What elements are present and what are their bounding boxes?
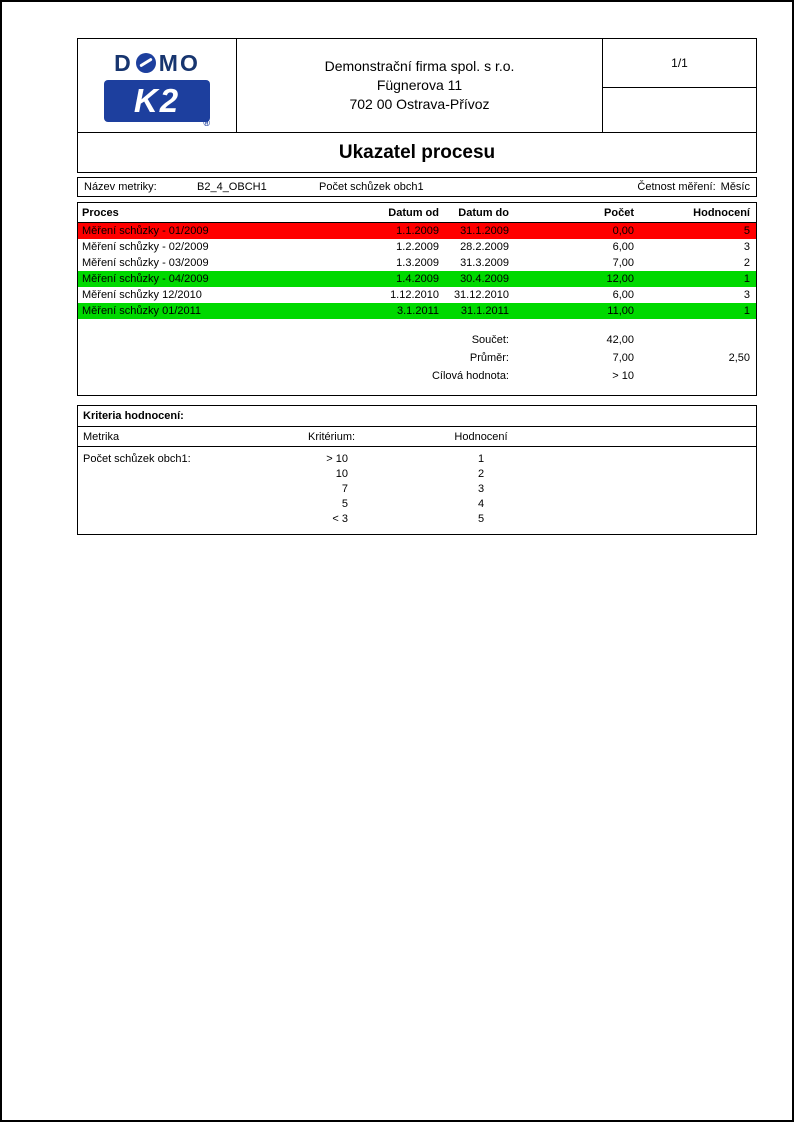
metric-code: B2_4_OBCH1 xyxy=(197,181,267,193)
report xyxy=(77,38,757,535)
company-street: Fügnerova 11 xyxy=(376,77,463,93)
frequency-label: Četnost měření: xyxy=(637,181,716,193)
criteria-kriterium-cell: 10 xyxy=(335,467,348,480)
demo-logo xyxy=(114,50,200,77)
hodnoceni-cell: 3 xyxy=(743,289,750,301)
datum-do-cell: 28.2.2009 xyxy=(460,241,509,253)
table-row xyxy=(78,223,756,239)
hodnoceni-cell: 2 xyxy=(743,257,750,269)
summary-value: > 10 xyxy=(612,370,634,382)
registered-mark: ® xyxy=(203,117,212,128)
summary-row-prumer xyxy=(78,349,756,367)
criteria-row xyxy=(78,511,756,526)
criteria-header-hodnoceni: Hodnocení xyxy=(454,430,508,443)
pocet-cell: 6,00 xyxy=(612,241,634,253)
header-pocet: Počet xyxy=(604,206,634,219)
table-row xyxy=(78,255,756,271)
datum-od-cell: 1.1.2009 xyxy=(396,225,439,237)
table-row xyxy=(78,239,756,255)
hodnoceni-cell: 5 xyxy=(743,225,750,237)
company-city: 702 00 Ostrava-Přívoz xyxy=(349,96,490,112)
process-table xyxy=(77,202,757,396)
page-number-cell xyxy=(603,39,756,132)
criteria-kriterium-cell: 5 xyxy=(341,497,348,510)
criteria-kriterium-cell: 7 xyxy=(341,482,348,495)
proces-cell: Měření schůzky - 02/2009 xyxy=(82,241,209,253)
datum-od-cell: 1.12.2010 xyxy=(390,289,439,301)
criteria-header-kriterium: Kritérium: xyxy=(308,430,356,443)
datum-od-cell: 1.4.2009 xyxy=(396,273,439,285)
hodnoceni-cell: 1 xyxy=(743,305,750,317)
summary-extra: 2,50 xyxy=(728,352,750,364)
table-row xyxy=(78,287,756,303)
proces-cell: Měření schůzky - 04/2009 xyxy=(82,273,209,285)
criteria-metric-name: Počet schůzek obch1: xyxy=(83,452,191,465)
criteria-header-metrika: Metrika xyxy=(83,430,120,443)
hodnoceni-cell: 3 xyxy=(743,241,750,253)
demo-logo-mo: MO xyxy=(158,49,200,76)
pocet-cell: 0,00 xyxy=(612,225,634,237)
header-datum-do: Datum do xyxy=(458,206,509,219)
demo-logo-d: D xyxy=(114,49,133,76)
datum-od-cell: 3.1.2011 xyxy=(396,305,439,317)
criteria-title: Kriteria hodnocení: xyxy=(78,406,756,427)
company-address xyxy=(237,39,603,132)
datum-do-cell: 30.4.2009 xyxy=(460,273,509,285)
criteria-section xyxy=(77,405,757,535)
pocet-cell: 11,00 xyxy=(607,305,634,317)
metric-name: Počet schůzek obch1 xyxy=(319,181,424,193)
k2-logo-text: K2 xyxy=(133,81,181,119)
criteria-row xyxy=(78,481,756,496)
criteria-row xyxy=(78,496,756,511)
table-row xyxy=(78,271,756,287)
datum-od-cell: 1.2.2009 xyxy=(396,241,439,253)
proces-cell: Měření schůzky - 03/2009 xyxy=(82,257,209,269)
company-name: Demonstrační firma spol. s r.o. xyxy=(324,58,515,74)
criteria-hodnoceni-cell: 3 xyxy=(477,482,485,495)
datum-do-cell: 31.3.2009 xyxy=(460,257,509,269)
report-header xyxy=(77,38,757,133)
summary-label: Průměr: xyxy=(469,352,509,364)
proces-cell: Měření schůzky - 01/2009 xyxy=(82,225,209,237)
k2-logo xyxy=(104,80,212,128)
summary-row-soucet xyxy=(78,331,756,349)
pocet-cell: 6,00 xyxy=(612,289,634,301)
header-proces: Proces xyxy=(82,206,119,219)
report-title: Ukazatel procesu xyxy=(77,133,757,173)
hodnoceni-cell: 1 xyxy=(743,273,750,285)
criteria-header-row xyxy=(78,427,756,447)
proces-cell: Měření schůzky 01/2011 xyxy=(82,305,202,317)
page-number: 1/1 xyxy=(603,39,756,88)
criteria-row xyxy=(78,451,756,466)
summary-label: Cílová hodnota: xyxy=(431,370,509,382)
criteria-hodnoceni-cell: 1 xyxy=(477,452,485,465)
summary-label: Součet: xyxy=(471,334,509,346)
datum-do-cell: 31.1.2009 xyxy=(460,225,509,237)
table-header-row xyxy=(78,203,756,223)
proces-cell: Měření schůzky 12/2010 xyxy=(82,289,202,301)
datum-do-cell: 31.1.2011 xyxy=(460,305,509,317)
criteria-kriterium-cell: > 10 xyxy=(326,452,348,465)
metric-line xyxy=(77,177,757,197)
table-row xyxy=(78,303,756,319)
pocet-cell: 12,00 xyxy=(606,273,634,285)
criteria-hodnoceni-cell: 5 xyxy=(477,512,485,525)
demo-logo-circle-icon xyxy=(136,53,156,73)
summary-value: 42,00 xyxy=(606,334,634,346)
criteria-kriterium-cell: < 3 xyxy=(332,512,348,525)
page-number-empty-area xyxy=(603,88,756,132)
logo-cell xyxy=(78,39,237,132)
datum-od-cell: 1.3.2009 xyxy=(396,257,439,269)
summary-section xyxy=(78,331,756,385)
criteria-hodnoceni-cell: 4 xyxy=(477,497,485,510)
criteria-hodnoceni-cell: 2 xyxy=(477,467,485,480)
header-hodnoceni: Hodnocení xyxy=(693,206,750,219)
pocet-cell: 7,00 xyxy=(612,257,634,269)
frequency-value: Měsíc xyxy=(720,181,750,193)
summary-row-cilova-hodnota xyxy=(78,367,756,385)
criteria-row xyxy=(78,466,756,481)
summary-value: 7,00 xyxy=(612,352,634,364)
metric-label: Název metriky: xyxy=(84,181,157,193)
datum-do-cell: 31.12.2010 xyxy=(453,289,509,301)
header-datum-od: Datum od xyxy=(388,206,439,219)
